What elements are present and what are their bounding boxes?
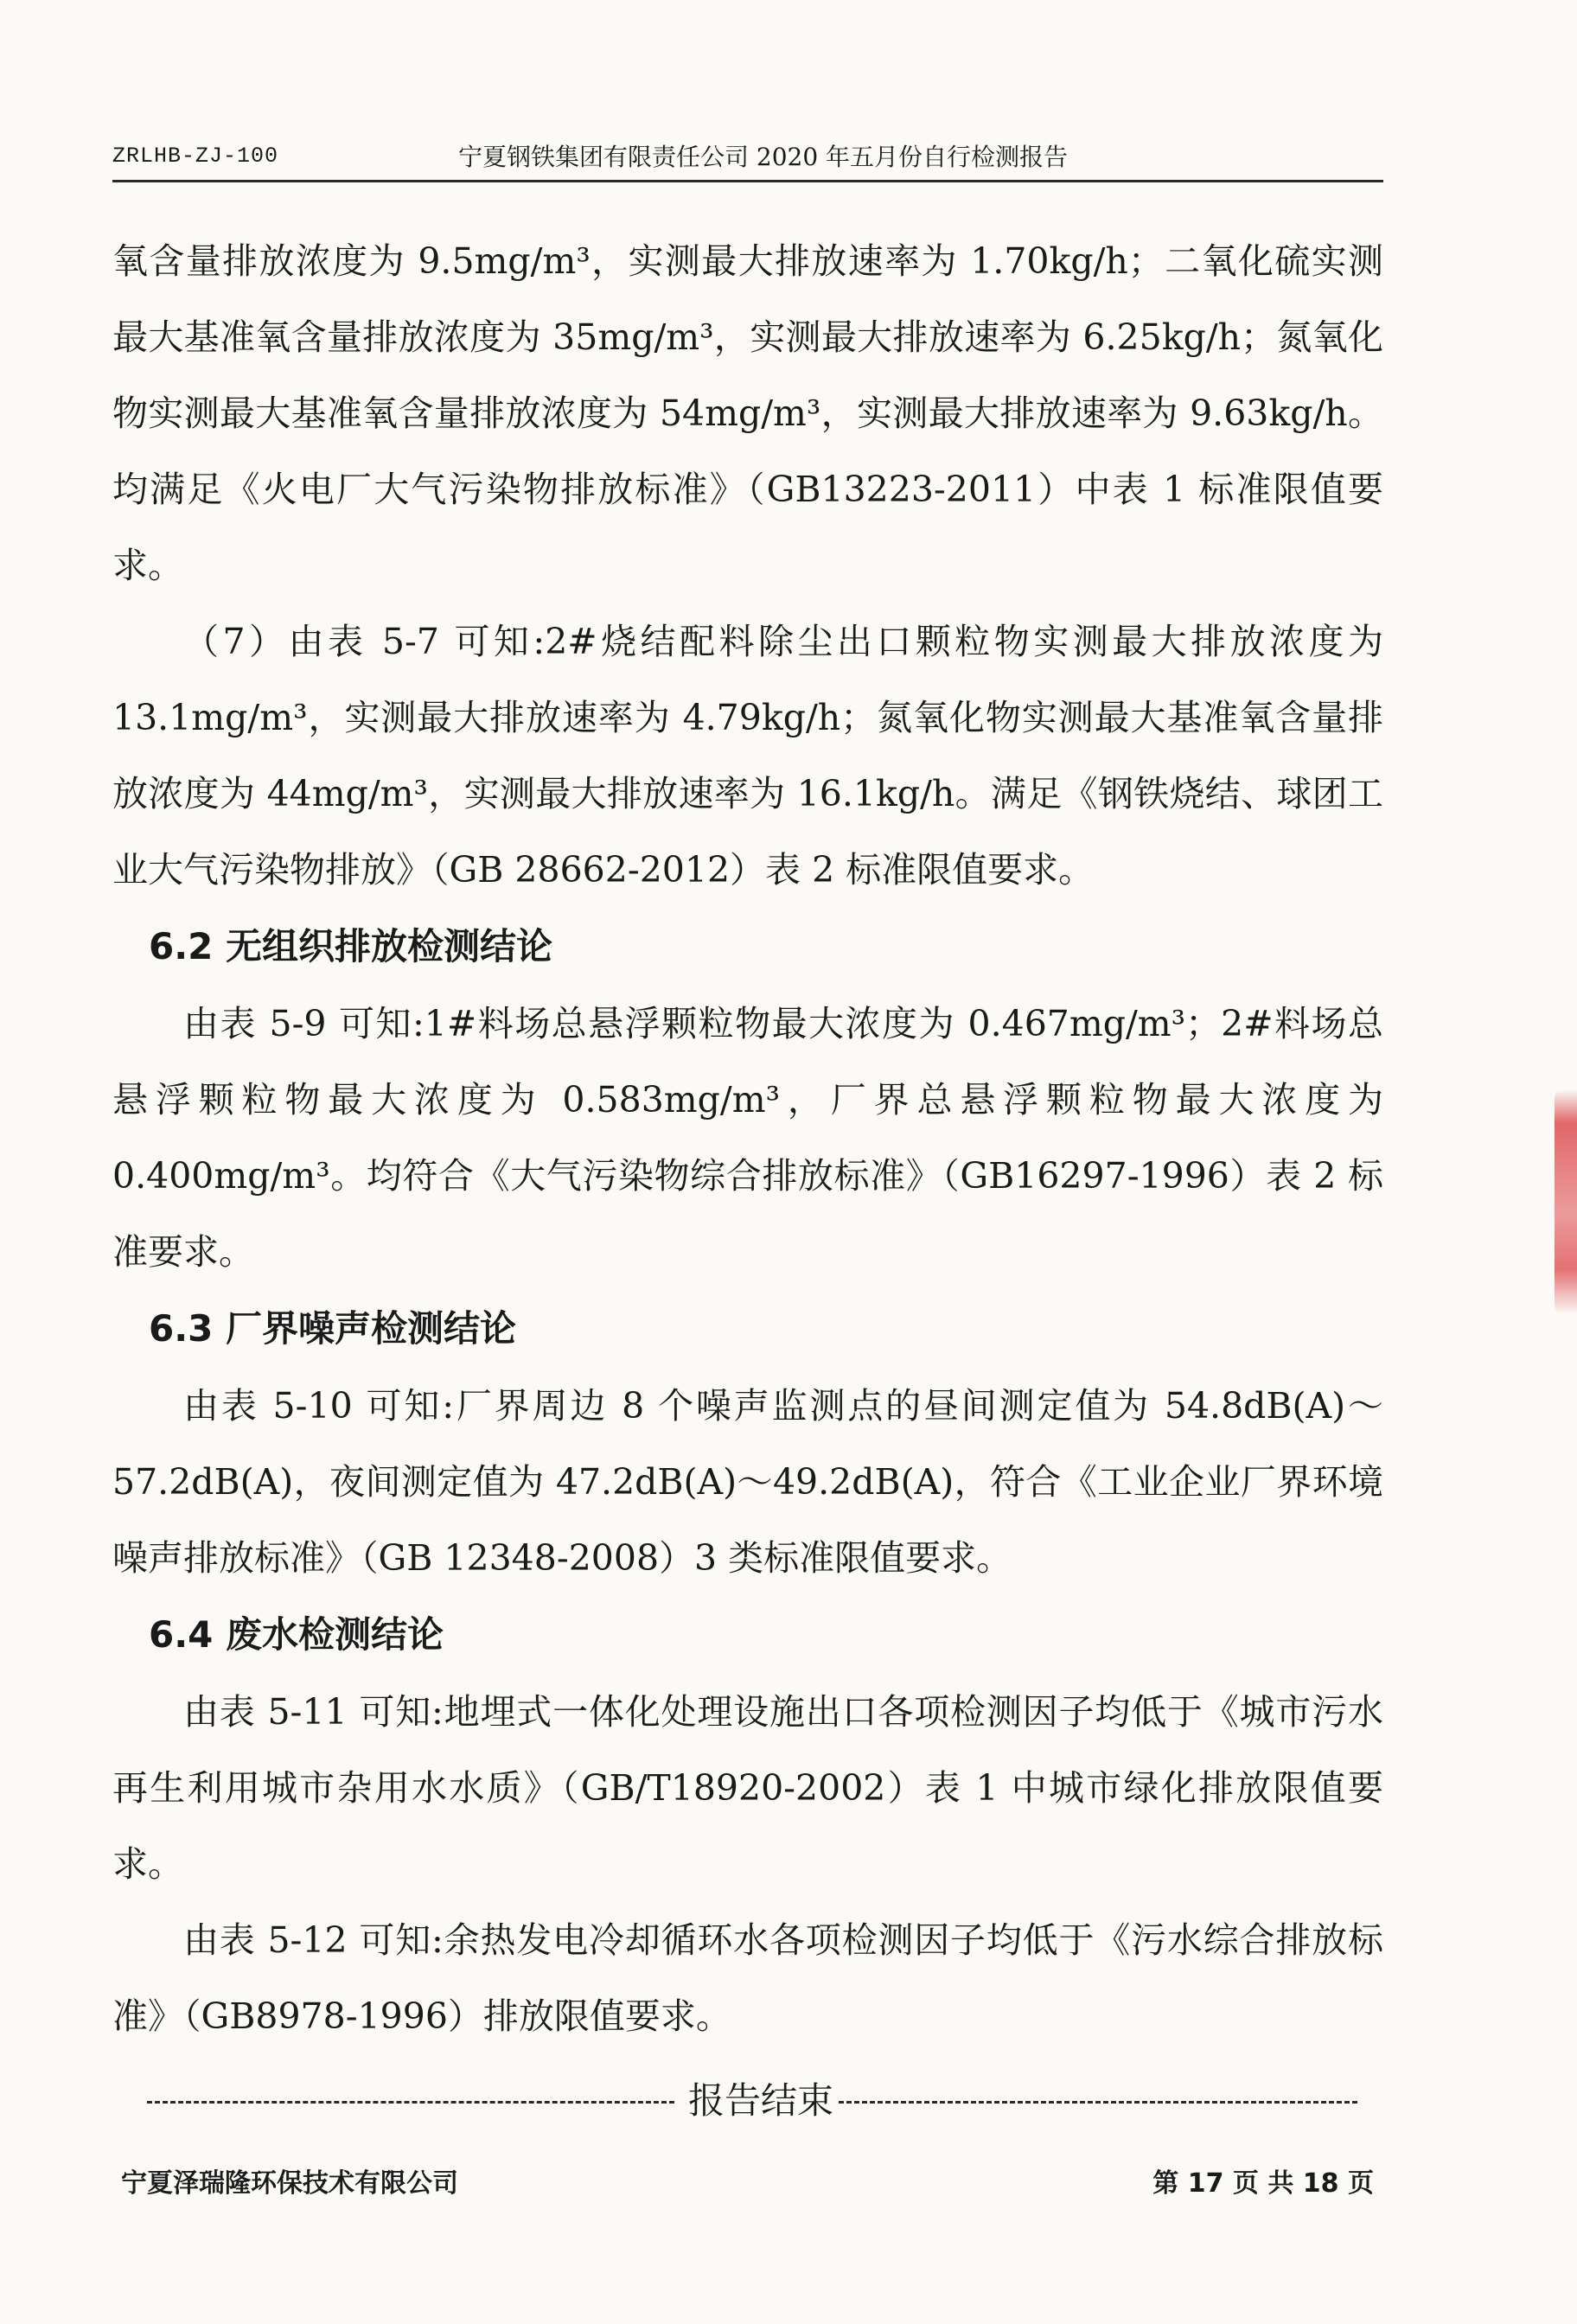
paragraph-emission-power: 氧含量排放浓度为 9.5mg/m³，实测最大排放速率为 1.70kg/h；二氧化硫实测最大基准氧含量排放浓度为 35mg/m³，实测最大排放速率为 6.25kg/h；氮氧化物实测最大基准氧含量排放浓度为 54mg/m³，实测最大排放速率为 9.63kg/h。均满足《火电厂大气污染物排放标准》（GB13223-2011）中表 1 标准限值要求。 bbox=[112, 240, 1383, 586]
heading-boundary-noise: 6.3 厂界噪声检测结论 bbox=[149, 1307, 517, 1350]
report-end-marker bbox=[147, 2075, 1357, 2127]
end-divider-right bbox=[839, 2101, 1357, 2104]
report-end-label: 报告结束 bbox=[687, 2079, 833, 2122]
page-number: 第 17 页 共 18 页 bbox=[1152, 2168, 1374, 2199]
heading-fugitive-emission: 6.2 无组织排放检测结论 bbox=[149, 925, 553, 967]
paragraph-wastewater-cooling: 由表 5-12 可知:余热发电冷却循环水各项检测因子均低于《污水综合排放标准》（GB8978-1996）排放限值要求。 bbox=[112, 1919, 1383, 2037]
report-title: 宁夏钢铁集团有限责任公司 2020 年五月份自行检测报告 bbox=[458, 143, 1069, 171]
heading-wastewater: 6.4 废水检测结论 bbox=[149, 1613, 444, 1656]
report-body bbox=[112, 223, 1383, 2054]
paragraph-fugitive-emission: 由表 5-9 可知:1#料场总悬浮颗粒物最大浓度为 0.467mg/m³；2#料场总悬浮颗粒物最大浓度为 0.583mg/m³，厂界总悬浮颗粒物最大浓度为 0.400mg/m³。均符合《大气污染物综合排放标准》（GB16297-1996）表 2 标准要求。 bbox=[112, 1003, 1383, 1273]
paragraph-boundary-noise: 由表 5-10 可知:厂界周边 8 个噪声监测点的昼间测定值为 54.8dB(A)～57.2dB(A)，夜间测定值为 47.2dB(A)～49.2dB(A)，符合《工业企业厂界环境噪声排放标准》（GB 12348-2008）3 类标准限值要求。 bbox=[112, 1385, 1383, 1579]
end-divider-left bbox=[147, 2101, 674, 2104]
page-header bbox=[112, 138, 1383, 182]
document-code: ZRLHB-ZJ-100 bbox=[112, 144, 279, 169]
paragraph-sintering: （7）由表 5-7 可知:2#烧结配料除尘出口颗粒物实测最大排放浓度为 13.1mg/m³，实测最大排放速率为 4.79kg/h；氮氧化物实测最大基准氧含量排放浓度为 44mg/m³，实测最大排放速率为 16.1kg/h。满足《钢铁烧结、球团工业大气污染物排放》（GB 28662-2012）表 2 标准限值要求。 bbox=[112, 621, 1383, 891]
paragraph-wastewater-reuse: 由表 5-11 可知:地埋式一体化处理设施出口各项检测因子均低于《城市污水再生利用城市杂用水水质》（GB/T18920-2002）表 1 中城市绿化排放限值要求。 bbox=[112, 1691, 1383, 1885]
seal-stamp-edge bbox=[1555, 1089, 1577, 1314]
footer-company: 宁夏泽瑞隆环保技术有限公司 bbox=[121, 2168, 458, 2199]
